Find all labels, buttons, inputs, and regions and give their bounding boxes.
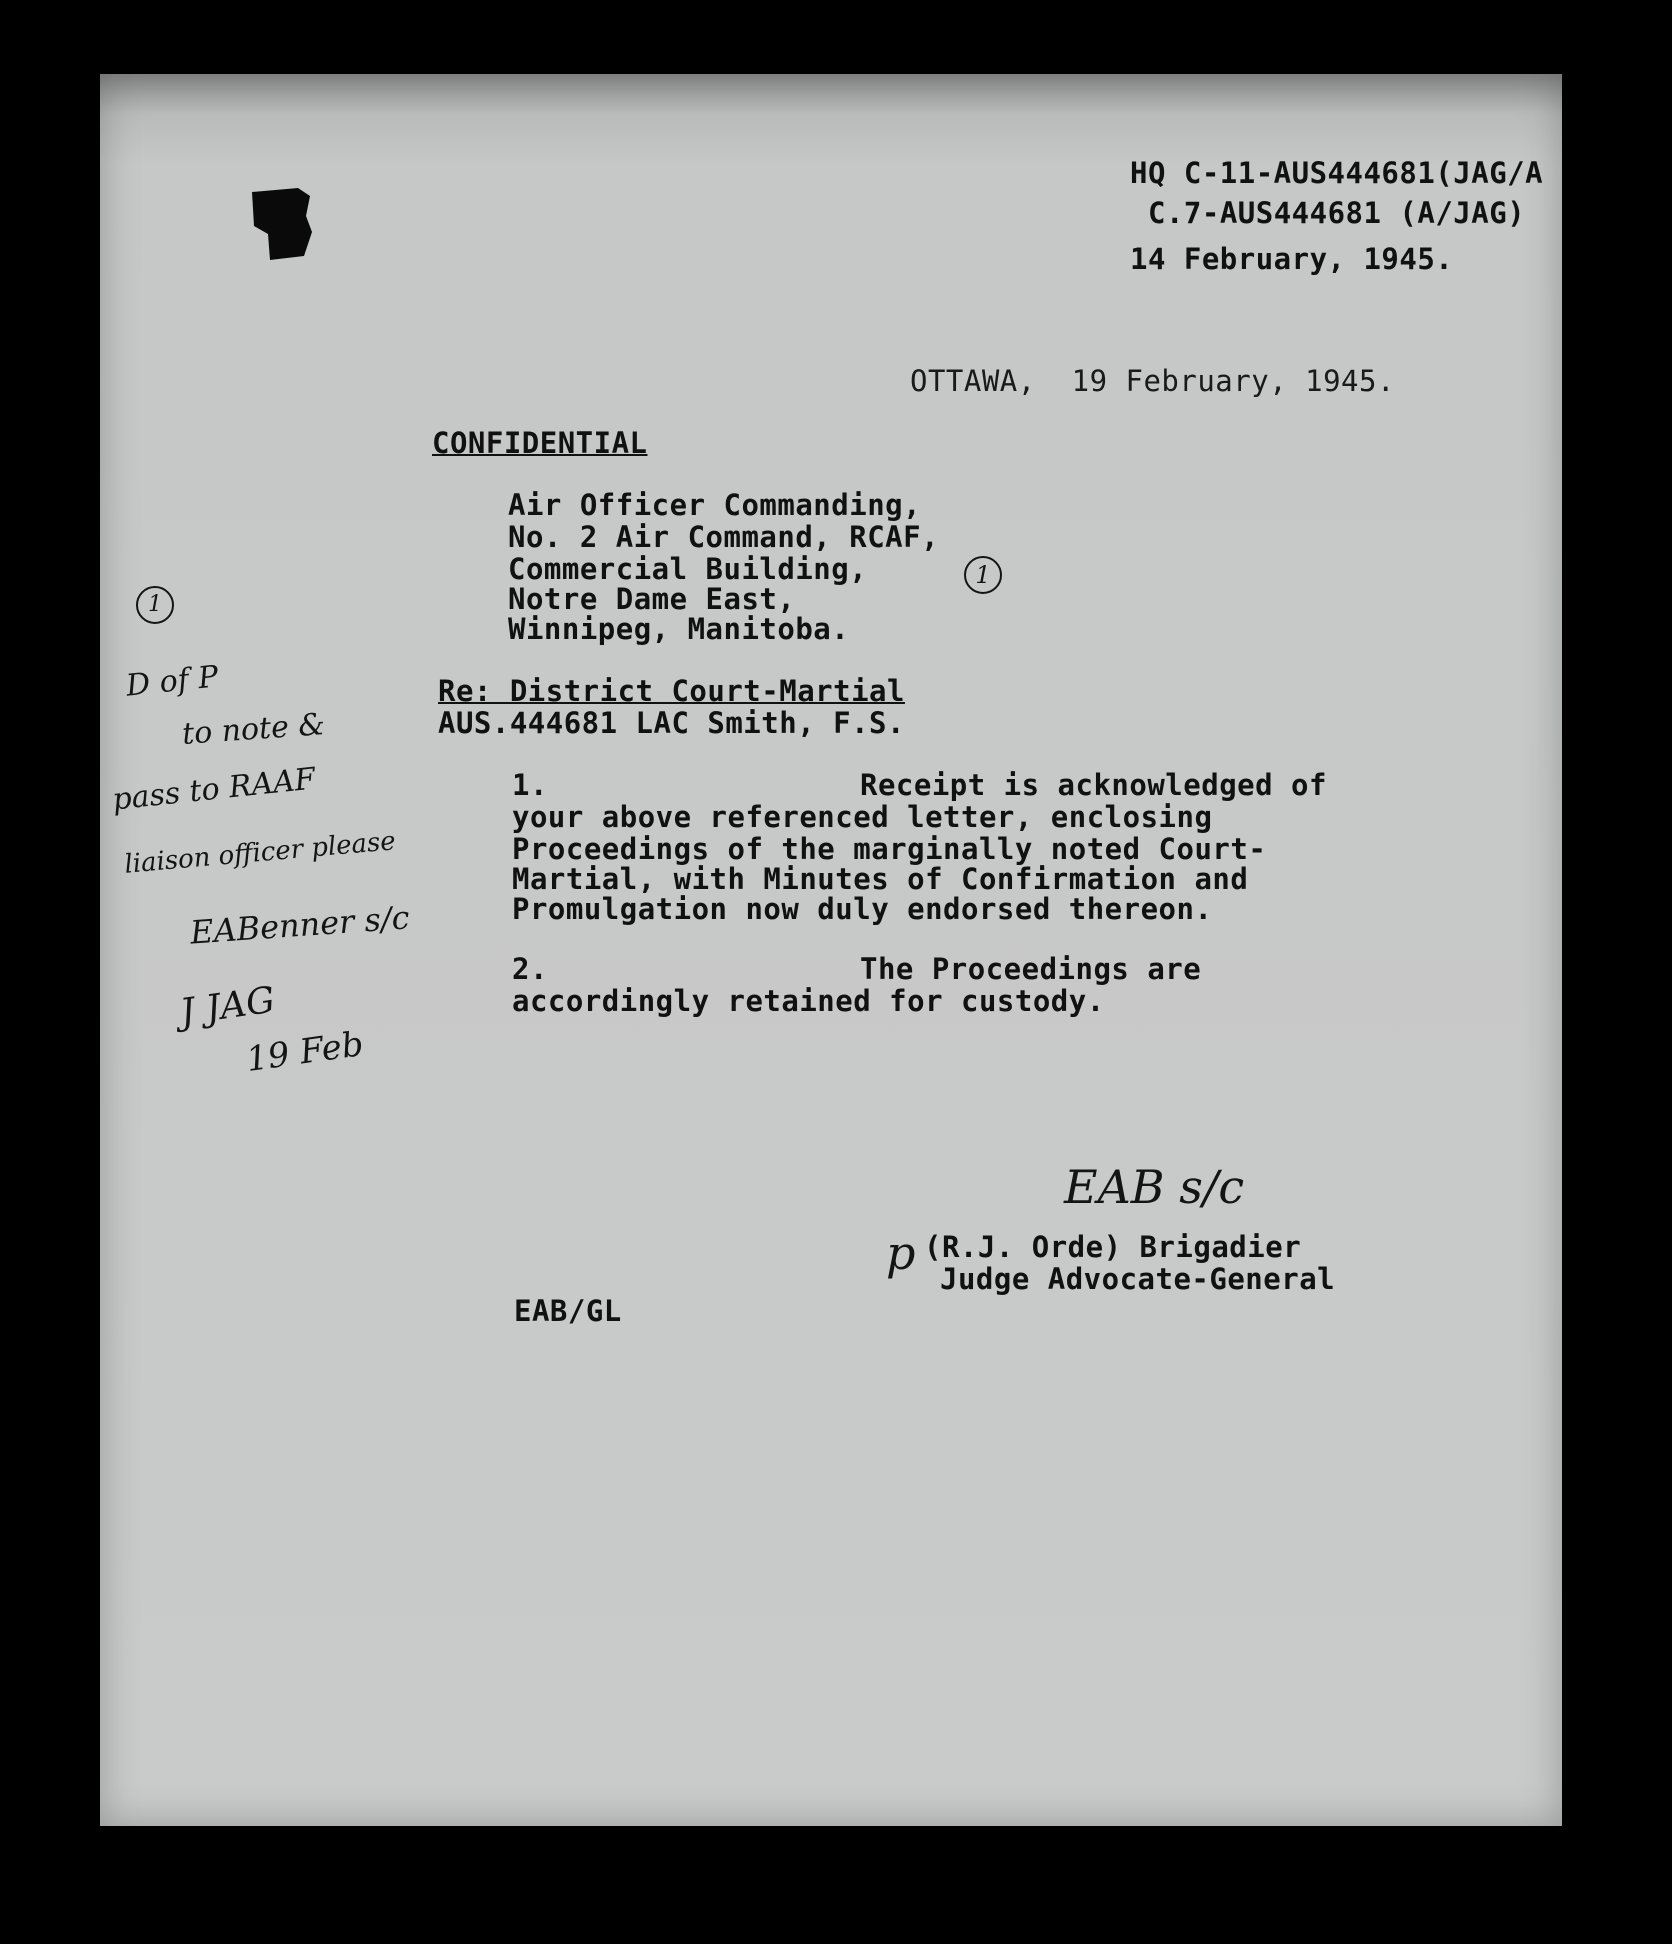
signature-prefix: p [886, 1226, 916, 1280]
margin-note-line: D of P [124, 659, 221, 704]
circled-annotation: 1 [964, 556, 1002, 594]
addressee-line: No. 2 Air Command, RCAF, [508, 520, 940, 554]
paragraph-text: Promulgation now duly endorsed thereon. [512, 892, 1213, 926]
margin-note-line: EABenner s/c [188, 898, 411, 952]
reference-line-1: HQ C-11-AUS444681(JAG/A [1130, 156, 1544, 190]
paragraph-text: Receipt is acknowledged of [860, 768, 1327, 802]
reference-line-2: C.7-AUS444681 (A/JAG) [1148, 196, 1526, 230]
punch-mark [248, 186, 318, 264]
document-page [100, 74, 1562, 1826]
subject-line-2: AUS.444681 LAC Smith, F.S. [438, 706, 905, 740]
margin-note-line: pass to RAAF [110, 761, 318, 818]
margin-note-line: 19 Feb [243, 1024, 366, 1080]
paragraph-number: 2. [512, 952, 548, 986]
typist-initials: EAB/GL [514, 1294, 622, 1328]
addressee-line: Commercial Building, [508, 552, 868, 586]
paragraph-text: Proceedings of the marginally noted Court- [512, 832, 1267, 866]
place-date: OTTAWA, 19 February, 1945. [910, 364, 1395, 398]
paragraph-text: The Proceedings are [860, 952, 1202, 986]
paragraph-text: accordingly retained for custody. [512, 984, 1105, 1018]
paragraph-number: 1. [512, 768, 548, 802]
addressee-line: Winnipeg, Manitoba. [508, 612, 850, 646]
addressee-line: Air Officer Commanding, [508, 488, 922, 522]
classification-heading: CONFIDENTIAL [432, 426, 648, 460]
margin-note-line: J JAG [177, 979, 278, 1034]
margin-note-line: to note & [180, 707, 327, 752]
handwritten-signature: EAB s/c [1064, 1160, 1245, 1214]
margin-note-line: liaison officer please [123, 826, 397, 880]
addressee-line: Notre Dame East, [508, 582, 796, 616]
reference-date: 14 February, 1945. [1130, 242, 1454, 276]
signatory-name: (R.J. Orde) Brigadier [924, 1230, 1302, 1264]
circled-margin-note: 1 [136, 586, 174, 624]
paragraph-text: Martial, with Minutes of Confirmation and [512, 862, 1249, 896]
signatory-title: Judge Advocate-General [940, 1262, 1336, 1296]
subject-line-1: Re: District Court-Martial [438, 674, 905, 708]
paragraph-text: your above referenced letter, enclosing [512, 800, 1213, 834]
